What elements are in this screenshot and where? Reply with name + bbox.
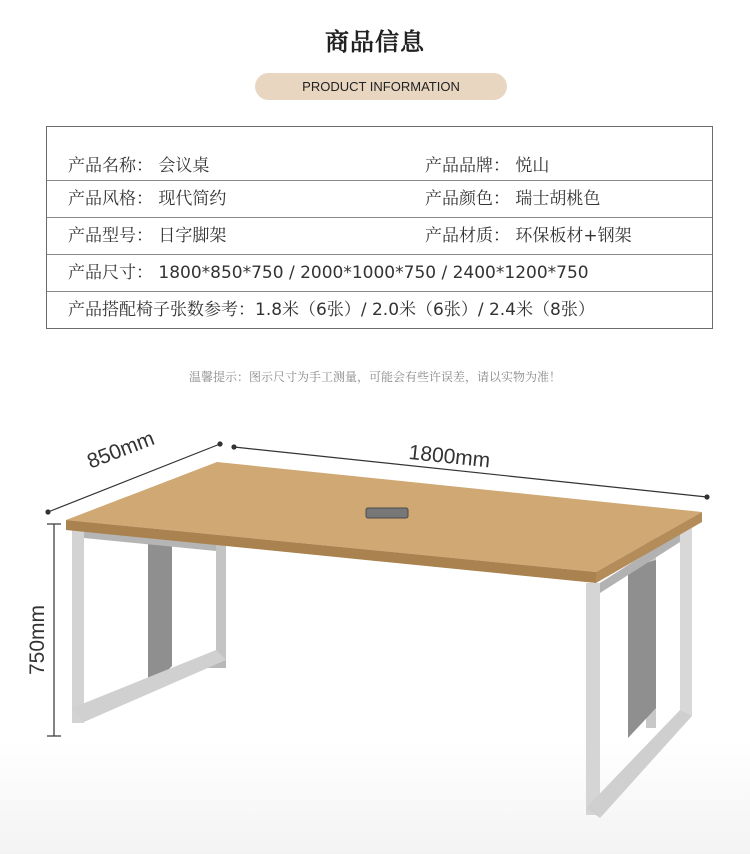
- spec-size: 产品尺寸： 1800*850*750 / 2000*1000*750 / 2400*1200*750: [68, 263, 589, 283]
- measurement-note: 温馨提示：图示尺寸为手工测量，可能会有些许误差，请以实物为准！: [188, 370, 561, 384]
- length-label: 1800mm: [407, 441, 492, 473]
- height-label: 750mm: [26, 604, 49, 675]
- spec-material: 产品材质： 环保板材+钢架: [425, 226, 632, 246]
- cable-port: [366, 508, 408, 518]
- left-leg-frame: [72, 528, 226, 723]
- spec-brand: 产品品牌： 悦山: [425, 156, 550, 176]
- depth-label: 850mm: [84, 426, 158, 474]
- spec-name: 产品名称： 会议桌: [68, 156, 210, 176]
- spec-style: 产品风格： 现代简约: [68, 189, 227, 209]
- spec-model: 产品型号： 日字脚架: [68, 226, 227, 246]
- spec-color: 产品颜色： 瑞士胡桃色: [425, 189, 601, 209]
- spec-chairs: 产品搭配椅子张数参考：1.8米（6张）/ 2.0米（6张）/ 2.4米（8张）: [68, 300, 595, 320]
- page-title: 商品信息: [325, 28, 425, 56]
- subtitle-badge: PRODUCT INFORMATION: [255, 73, 507, 100]
